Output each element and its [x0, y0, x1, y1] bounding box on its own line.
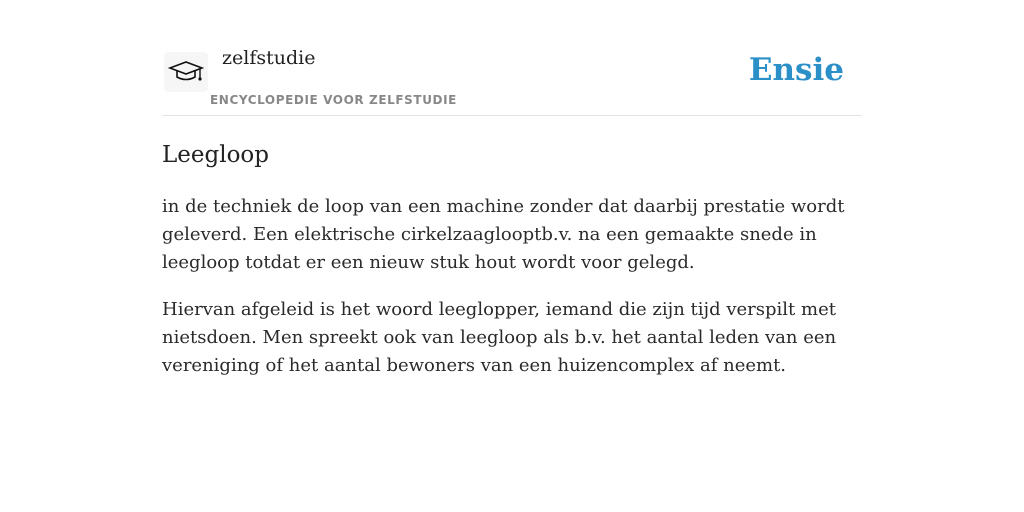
site-tagline: ENCYCLOPEDIE VOOR ZELFSTUDIE: [210, 93, 457, 107]
article-paragraph: in de techniek de loop van een machine zonder dat daarbij prestatie wordt geleverd. Een elektrische cirkelzaaglooptb.v. na een gemaakte snede in leegloop totdat er een nieuw stuk hout wordt voor gelegd.: [162, 196, 845, 273]
page: [162, 0, 862, 380]
ensie-brand-link[interactable]: Ensie: [748, 52, 844, 88]
site-name[interactable]: zelfstudie: [222, 47, 316, 69]
article-title: Leegloop: [162, 142, 269, 168]
site-header: [162, 44, 862, 116]
article-paragraph: Hiervan afgeleid is het woord leeglopper, iemand die zijn tijd verspilt met nietsdoen. Men spreekt ook van leegloop als b.v. het aantal leden van een vereniging of het aantal bewoners van een huizencomplex af neemt.: [162, 299, 837, 376]
graduation-cap-icon[interactable]: [164, 52, 208, 92]
